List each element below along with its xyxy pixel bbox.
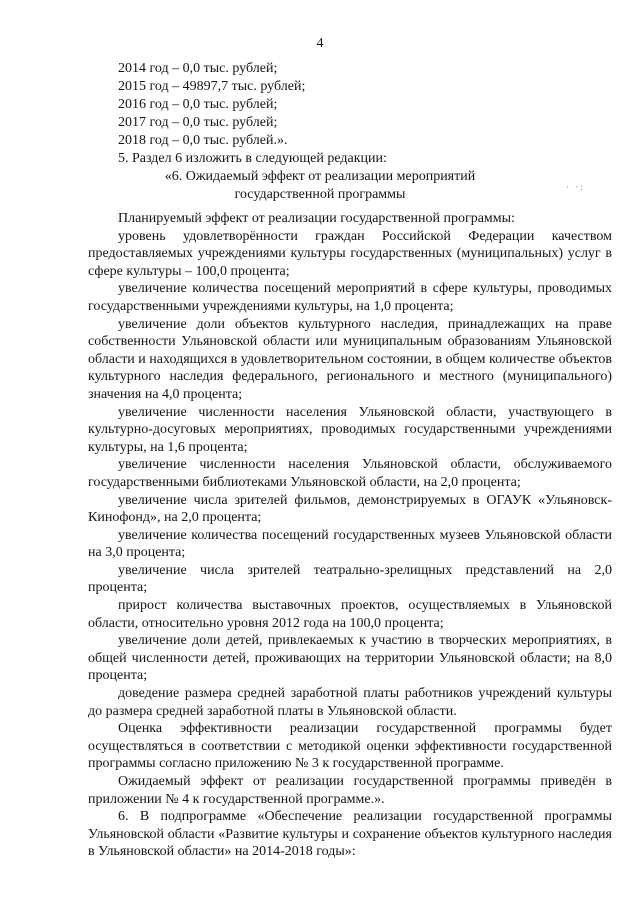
section-title-line-2: государственной программы [234,187,406,202]
page-number: 4 [316,36,324,51]
funding-line: 2017 год – 0,0 тыс. рублей; [118,115,278,130]
paragraph: увеличение доли детей, привлекаемых к участию в творческих мероприятиях, в общей численности детей, проживающих на территории Ульяновской области; на 8,0 процента; [88,633,612,684]
document-body [88,210,612,861]
paragraph: увеличение доли объектов культурного наследия, принадлежащих на праве собственности Ульяновской области или муниципальным образованиям Ульяновской области и находящихся в удовлетворительном состоянии, в общем количестве объектов культурного наследия федерального, регионального и местного (муниципального) значения на 4,0 процента; [88,316,612,402]
paragraph: Оценка эффективности реализации государственной программы будет осуществляться в соответствии с методикой оценки эффективности государственной программы согласно приложению № 3 к государственной программе. [88,721,612,772]
paragraph: увеличение количества посещений государственных музеев Ульяновской области на 3,0 процента; [88,527,612,561]
paragraph: уровень удовлетворённости граждан Российской Федерации качеством предоставляемых учреждениями культуры государственных (муниципальных) услуг в сфере культуры – 100,0 процента; [88,228,612,279]
paragraph: увеличение численности населения Ульяновской области, обслуживаемого государственными библиотеками Ульяновской области, на 2,0 процента; [88,457,612,490]
paragraph: Ожидаемый эффект от реализации государственной программы приведён в приложении № 4 к государственной программе.». [88,774,612,807]
funding-line: 2015 год – 49897,7 тыс. рублей; [118,79,306,94]
paragraph: прирост количества выставочных проектов, осуществляемых в Ульяновской области, относительно уровня 2012 года на 100,0 процента; [88,598,612,631]
paragraph: увеличение количества посещений мероприятий в сфере культуры, проводимых государственными учреждениями культуры, на 1,0 процента; [88,281,612,314]
paragraph: увеличение числа зрителей фильмов, демонстрируемых в ОГАУК «Ульяновск-Кинофонд», на 2,0 процента; [88,492,612,526]
paragraph: увеличение численности населения Ульяновской области, участвующего в культурно-досуговых мероприятиях, проводимых государственными учреждениями культуры, на 1,6 процента; [88,404,612,455]
paragraph: Планируемый эффект от реализации государственной программы: [118,211,515,226]
funding-line: 2016 год – 0,0 тыс. рублей; [118,97,278,112]
section-instruction: 5. Раздел 6 изложить в следующей редакции: [118,151,387,166]
paragraph: увеличение числа зрителей театрально-зрелищных представлений на 2,0 процента; [88,562,612,596]
funding-line: 2018 год – 0,0 тыс. рублей.». [118,133,288,148]
funding-block [0,60,640,204]
paragraph: доведение размера средней заработной платы работников учреждений культуры до размера средней заработной платы в Ульяновской области. [88,686,612,719]
paragraph: 6. В подпрограмме «Обеспечение реализации государственной программы Ульяновской области «Развитие культуры и сохранение объектов культурного наследия в Ульяновской области» на 2014-2018 годы»: [88,809,612,860]
section-title-line-1: «6. Ожидаемый эффект от реализации мероприятий [164,169,476,184]
funding-line: 2014 год – 0,0 тыс. рублей; [118,61,278,76]
scan-mark: · ·: [566,182,585,192]
